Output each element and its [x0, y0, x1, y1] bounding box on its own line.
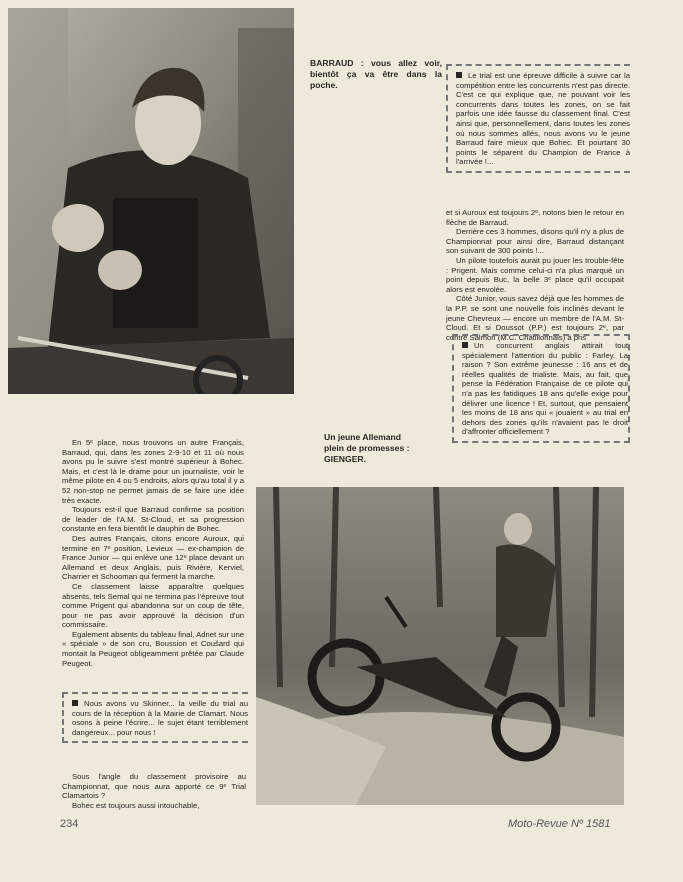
paragraph: Toujours est-il que Barraud confirme sa position de leader de l'A.M. St-Cloud, et sa progression constante en fera bientôt le dauphin de Bohec. [62, 505, 244, 534]
sidebar-box-farley [452, 334, 630, 443]
paragraph: Un pilote toutefois aurait pu jouer les trouble-fête : Prigent. Mais comme celui-ci n'a plus marqué un point depuis Buc, la belle 3ᵉ place qu'il occupait alors est envolée. [446, 255, 624, 294]
rider-portrait-photo [8, 8, 294, 394]
sidebar-box-skinner [62, 692, 248, 743]
box-text: Nous avons vu Skinner... la veille du trial au cours de la réception à la Mairie de Clamart. Nous osons à peine l'écrire... le sujet étant terriblement dangereux... pour nous ! [72, 699, 248, 737]
magazine-name: Moto-Revue [508, 818, 568, 830]
page-number: 234 [60, 818, 79, 830]
caption-line: plein de promesses : [324, 443, 410, 453]
bullet-square-icon [72, 700, 78, 706]
paragraph: Derrière ces 3 hommes, disons qu'il n'y a plus de Championnat pour ainsi dire, Barraud distançant son suivant de 300 points !... [446, 227, 624, 256]
bullet-square-icon [462, 342, 468, 348]
paragraph: Ce classement laisse apparaître quelques absents, tels Semal qui ne termina pas l'épreuve tout comme Prigent qui abandonna sur un coup de tête, pour ne pas avoir approuvé la décision d'un commissaire. [62, 581, 244, 630]
caption-rider-name: BARRAUD [310, 58, 354, 68]
box-text: Un concurrent anglais attirait tout spécialement l'attention du public : Farley. La raison ? Son extrême jeunesse : 16 ans et de réelles qualités de trialiste. Mais, au fait, que pense la Fédération Française de ce pilote qui n'a pas les fatidiques 18 ans qu'elle exige pour délivrer une licence ! Et, surtout, que pensaient les moins de 18 ans qui « jouaient » au trial en dehors des zones qu'ils n'avaient pas le droit d'affronter officiellement ? [462, 341, 628, 437]
paragraph: Sous l'angle du classement provisoire au Championnat, que nous aura apporté ce 9ᵉ Trial Clamartois ? [62, 772, 246, 801]
top-photo-caption [310, 58, 442, 91]
paragraph: Des autres Français, citons encore Auroux, qui termine en 7ᵉ position, Levieux — ex-champion de France Junior — qui enlève une 12ᵉ place devant un Allemand et deux Anglais, puis Rivière, Kerviel, Charrier et Schooman qui ferment la marche. [62, 533, 244, 582]
caption-line: Un jeune Allemand [324, 432, 402, 442]
bullet-square-icon [456, 72, 462, 78]
paragraph: En 5ᵉ place, nous trouvons un autre Français, Barraud, qui, dans les zones 2-9-10 et 11 où nous avons pu le suivre s'est montré supérieur à Bohec. Mais, et c'est là le drame pour un journaliste, voir le même pilote en 4 ou 5 endroits, alors qu'au total il y a 52 non-stop ne permet jamais de se faire une idée très exacte. [62, 438, 244, 505]
paragraph: Egalement absents du tableau final, Adnet sur une « spéciale » de son cru, Boussion et Coušard qui montait la Peugeot obligeamment prêtée par Claude Peugeot. [62, 629, 244, 668]
right-column-text [446, 208, 624, 342]
paragraph: et si Auroux est toujours 2ᵉ, notons bien le retour en flèche de Barraud. [446, 208, 624, 227]
left-column-text [62, 438, 244, 668]
box-text: Le trial est une épreuve difficile à suivre car la compétition entre les concurrents n'est pas directe. C'est ce qui explique que, ne pouvant voir les concurrents dans toutes les zones, on se fait parfois une idée fausse du classement final. C'est ainsi que, personnellement, dans toutes les zones où nous sommes allés, nous avons vu le jeune Barraud faire mieux que Bohec. Et pourtant 30 points le séparent du Champion de France à l'arrivée !... [456, 71, 630, 167]
bottom-photo-caption [324, 432, 456, 465]
caption-text: : vous allez voir, bientôt ça va être dans la poche. [310, 58, 442, 90]
sidebar-box-difficulty [446, 64, 630, 173]
paragraph: Côté Junior, vous savez déjà que les hommes de la P.P. se sont une nouvelle fois inclinés devant le jeune Chevreux — encore un membre de l'A.M. St-Cloud. Et si Doussot (P.P.) est toujours 2ᵉ, par contre Salmon (M.C. Châtillonnais) a pris [446, 294, 624, 342]
paragraph: Bohec est toujours aussi intouchable, [72, 800, 200, 810]
caption-rider-name: GIENGER. [324, 454, 367, 464]
bottom-left-text [62, 772, 246, 810]
issue-number: Nº 1581 [570, 818, 611, 830]
footer-magazine [508, 818, 610, 830]
motorcycle-trial-photo [256, 487, 624, 805]
